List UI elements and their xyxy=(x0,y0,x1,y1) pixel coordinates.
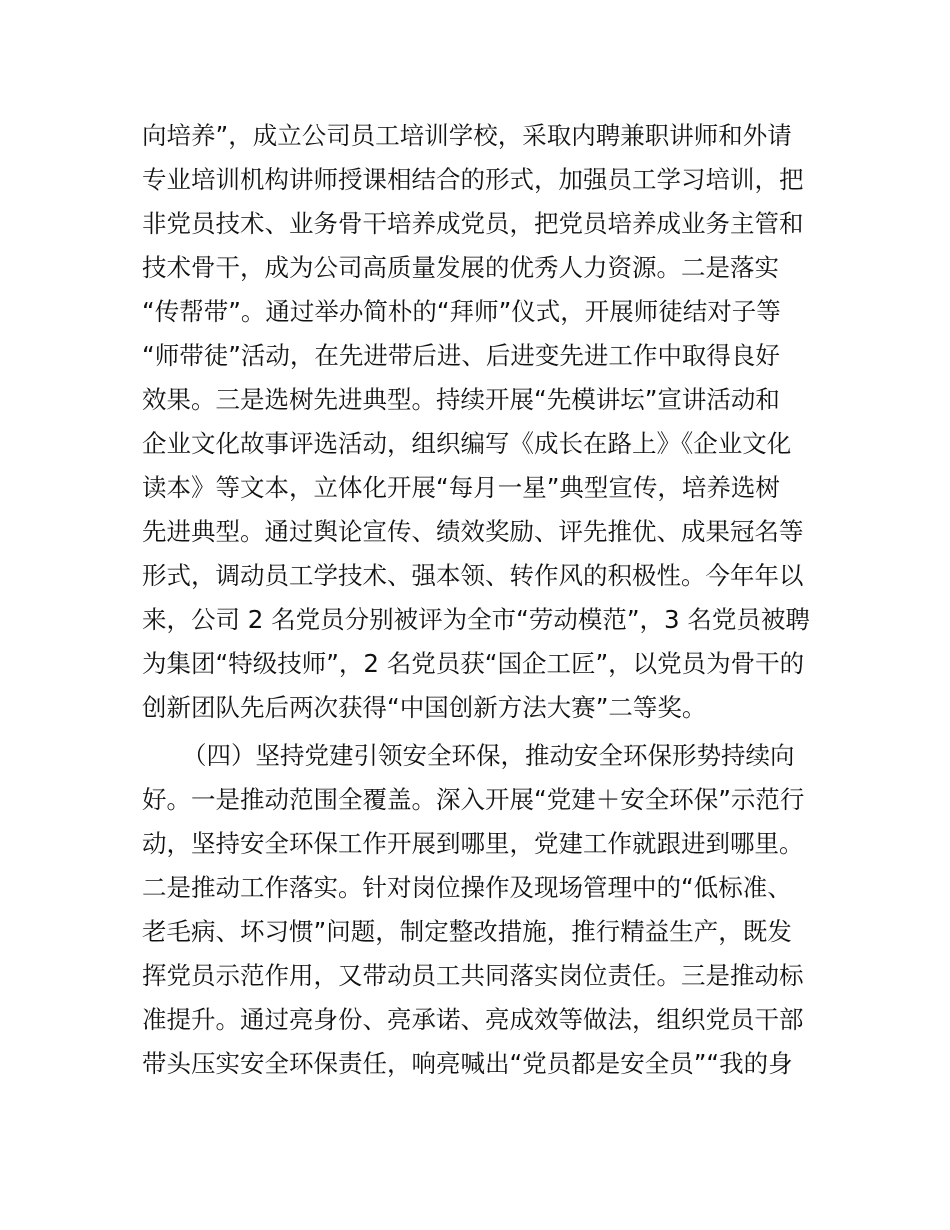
text-line: 带头压实安全环保责任，响亮喊出“党员都是安全员”“我的身 xyxy=(142,1049,793,1078)
text-line: 来，公司 2 名党员分别被评为全市“劳动模范”，3 名党员被聘 xyxy=(142,605,810,634)
text-line: 好。一是推动范围全覆盖。深入开展“党建＋安全环保”示范行 xyxy=(142,785,805,814)
text-line: 效果。三是选树先进典型。持续开展“先模讲坛”宣讲活动和 xyxy=(142,385,780,414)
text-line: “师带徒”活动，在先进带后进、后进变先进工作中取得良好 xyxy=(142,341,780,370)
text-line: 老毛病、坏习惯”问题，制定整改措施，推行精益生产，既发 xyxy=(142,917,792,946)
text-line: “传帮带”。通过举办简朴的“拜师”仪式，开展师徒结对子等 xyxy=(142,297,781,326)
text-line: 技术骨干，成为公司高质量发展的优秀人力资源。二是落实 xyxy=(142,253,779,282)
text-line: 企业文化故事评选活动，组织编写《成长在路上》《企业文化 xyxy=(142,429,792,458)
text-line-indented: （四）坚持党建引领安全环保，推动安全环保形势持续向 xyxy=(182,741,795,770)
text-line: 挥党员示范作用，又带动员工共同落实岗位责任。三是推动标 xyxy=(142,961,804,990)
text-line: 向培养”，成立公司员工培训学校，采取内聘兼职讲师和外请 xyxy=(142,121,792,150)
text-line: 形式，调动员工学技术、强本领、转作风的积极性。今年年以 xyxy=(142,561,804,590)
text-line: 准提升。通过亮身份、亮承诺、亮成效等做法，组织党员干部 xyxy=(142,1005,804,1034)
text-line: 创新团队先后两次获得“中国创新方法大赛”二等奖。 xyxy=(142,693,707,722)
text-line: 专业培训机构讲师授课相结合的形式，加强员工学习培训，把 xyxy=(142,165,804,194)
text-line: 二是推动工作落实。针对岗位操作及现场管理中的“低标准、 xyxy=(142,873,792,902)
text-line: 先进典型。通过舆论宣传、绩效奖励、评先推优、成果冠名等 xyxy=(142,517,804,546)
text-line: 动，坚持安全环保工作开展到哪里，党建工作就跟进到哪里。 xyxy=(142,829,804,858)
text-line: 非党员技术、业务骨干培养成党员，把党员培养成业务主管和 xyxy=(142,209,804,238)
text-line: 读本》等文本，立体化开展“每月一星”典型宣传，培养选树 xyxy=(142,473,780,502)
text-line: 为集团“特级技师”，2 名党员获“国企工匠”，以党员为骨干的 xyxy=(142,649,805,678)
